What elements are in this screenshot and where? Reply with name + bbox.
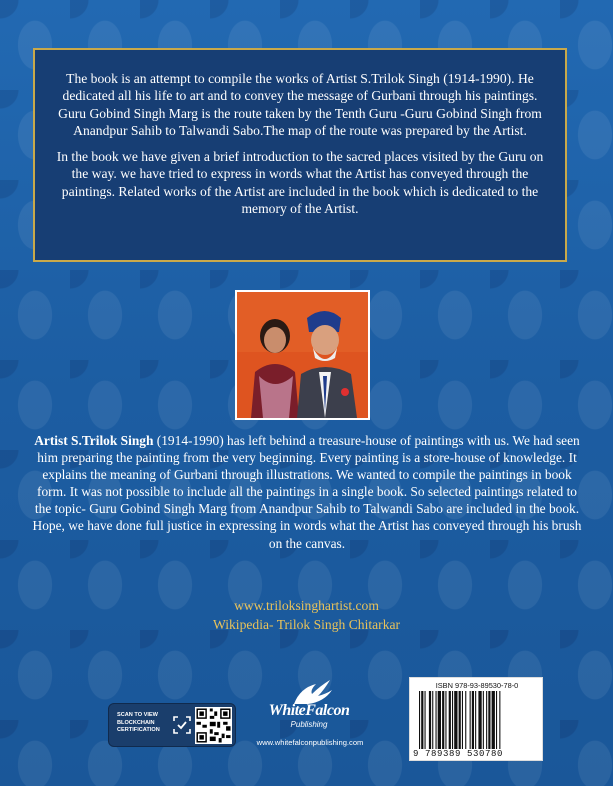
- qr-badge-text: [117, 712, 181, 735]
- ean-number: 9 789389 530780: [413, 749, 504, 759]
- isbn-label: ISBN 978-93-89530-78-0: [435, 681, 519, 690]
- links-block: [0, 596, 613, 634]
- bio-text: (1914-1990) has left behind a treasure-house of paintings with us. We had seen him preparing the painting from the very beginning. Every painting is a store-house of knowledge. It explains the meaning of Gurbani through illustrations. We wanted to compile the paintings in book form. It was not possible to include all the paintings in a single book. So selected paintings related to the topic- Guru Gobind Singh Marg from Anandpur Sahib to Talwandi Sabo are included in the book. Hope, we have done full justice in expressing in words what the Artist has conveyed through his brush on the canvas.: [32, 433, 582, 551]
- qr-line-3: CERTIFICATION: [117, 727, 160, 734]
- blurb-paragraph-1: The book is an attempt to compile the works of Artist S.Trilok Singh (1914-1990). He dedicated all his life to art and to convey the message of Gurbani through his paintings. Guru Gobind Singh Marg is the route taken by the Tenth Guru -Guru Gobind Singh from Anandpur Sahib to Talwandi Sabo.The map of the route was prepared by the Artist.: [58, 71, 542, 138]
- qr-line-2: BLOCKCHAIN: [117, 719, 155, 726]
- blockchain-qr-badge[interactable]: [108, 703, 236, 747]
- logo-subtitle: Publishing: [290, 720, 328, 729]
- qr-code[interactable]: [195, 707, 232, 744]
- publisher-logo: [264, 674, 354, 740]
- barcode-icon: [419, 691, 535, 749]
- qr-line-1: SCAN TO VIEW: [117, 712, 158, 718]
- bio-name: Artist S.Trilok Singh: [34, 433, 154, 448]
- blurb-box: [33, 48, 567, 262]
- scan-icon: [173, 716, 191, 734]
- bio-paragraph: [28, 432, 586, 552]
- blurb-paragraph-2: In the book we have given a brief introduction to the sacred places visited by the Guru on the way. we have tried to express in words what the Artist has conveyed through the paintings. Related works of the Artist are included in the book which is dedicated to the memory of the Artist.: [56, 149, 544, 217]
- wikipedia-link[interactable]: Wikipedia- Trilok Singh Chitarkar: [212, 617, 401, 632]
- logo-name: WhiteFalcon: [268, 702, 350, 719]
- website-link[interactable]: www.triloksinghartist.com: [234, 598, 379, 613]
- author-photo: [235, 290, 370, 420]
- publisher-url[interactable]: www.whitefalconpublishing.com: [256, 738, 364, 747]
- barcode-box: [409, 677, 543, 761]
